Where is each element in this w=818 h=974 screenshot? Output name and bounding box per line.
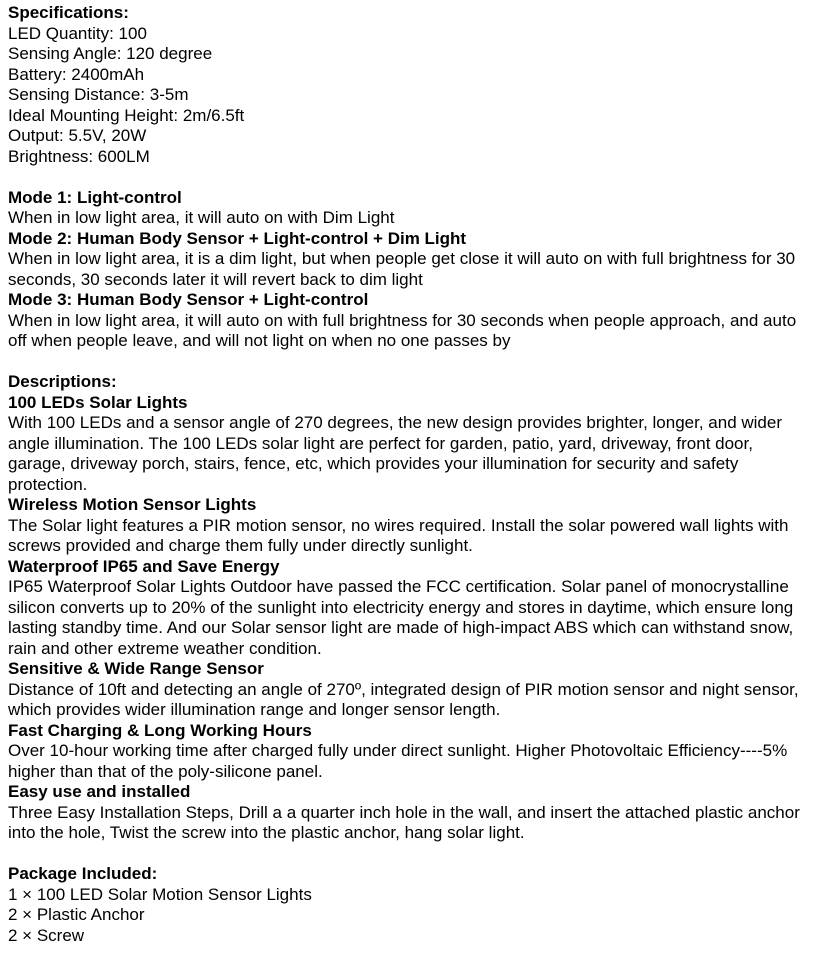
feature-sensor-range-body: Distance of 10ft and detecting an angle of 270º, integrated design of PIR motion sensor and night sensor, which provides wider illumination range and longer sensor length. <box>8 679 799 719</box>
mode-2-heading: Mode 2: Human Body Sensor + Light-control + Dim Light <box>8 228 467 248</box>
feature-easy-install-heading: Easy use and installed <box>8 782 191 801</box>
package-section <box>8 864 810 946</box>
feature-wireless-motion-heading: Wireless Motion Sensor Lights <box>8 495 257 514</box>
mode-3-body: When in low light area, it will auto on with full brightness for 30 seconds when people approach, and auto off when people leave, and will not light on when no one passes by <box>8 310 797 350</box>
package-item-screw: 2 × Screw <box>8 925 85 945</box>
package-item-lights: 1 × 100 LED Solar Motion Sensor Lights <box>8 884 312 904</box>
spacer-after-specifications <box>8 167 810 188</box>
spec-output: Output: 5.5V, 20W <box>8 126 147 145</box>
package-heading: Package Included: <box>8 864 158 883</box>
package-item-anchor: 2 × Plastic Anchor <box>8 905 145 924</box>
mode-1-heading: Mode 1: Light-control <box>8 187 182 207</box>
feature-100-leds-heading: 100 LEDs Solar Lights <box>8 392 188 412</box>
specifications-heading: Specifications: <box>8 3 129 22</box>
descriptions-section <box>8 372 810 844</box>
spacer-after-descriptions <box>8 844 810 865</box>
spec-brightness: Brightness: 600LM <box>8 146 150 166</box>
spec-battery: Battery: 2400mAh <box>8 64 145 84</box>
feature-waterproof-body: IP65 Waterproof Solar Lights Outdoor have passed the FCC certification. Solar panel of monocrystalline silicon converts up to 20% of the sunlight into electricity energy and stores in daytime, which ensure long lasting standby time. And our Solar sensor light are made of high-impact ABS which can withstand snow, rain and other extreme weather condition. <box>8 577 794 658</box>
mode-1-body: When in low light area, it will auto on with Dim Light <box>8 208 395 227</box>
feature-100-leds-body: With 100 LEDs and a sensor angle of 270 degrees, the new design provides brighter, longer, and wider angle illumination. The 100 LEDs solar light are perfect for garden, patio, yard, driveway, front door, garage, driveway porch, stairs, fence, etc, which provides your illumination for security and safety protection. <box>8 413 782 494</box>
mode-2-body: When in low light area, it is a dim light, but when people get close it will auto on with full brightness for 30 seconds, 30 seconds later it will revert back to dim light <box>8 249 796 289</box>
spec-led-quantity: LED Quantity: 100 <box>8 23 147 43</box>
modes-section <box>8 188 810 352</box>
spec-sensing-angle: Sensing Angle: 120 degree <box>8 44 213 63</box>
mode-3-heading: Mode 3: Human Body Sensor + Light-control <box>8 290 369 309</box>
spacer-after-modes <box>8 352 810 373</box>
feature-wireless-motion-body: The Solar light features a PIR motion sensor, no wires required. Install the solar powered wall lights with screws provided and charge them fully under directly sunlight. <box>8 515 789 555</box>
feature-sensor-range-heading: Sensitive & Wide Range Sensor <box>8 659 264 678</box>
spec-sensing-distance: Sensing Distance: 3-5m <box>8 85 189 104</box>
feature-waterproof-heading: Waterproof IP65 and Save Energy <box>8 556 280 576</box>
feature-easy-install-body: Three Easy Installation Steps, Drill a a quarter inch hole in the wall, and insert the attached plastic anchor into the hole, Twist the screw into the plastic anchor, hang solar light. <box>8 802 800 842</box>
descriptions-heading: Descriptions: <box>8 372 117 391</box>
specifications-section <box>8 3 810 167</box>
feature-fast-charging-body: Over 10-hour working time after charged fully under direct sunlight. Higher Photovoltaic Efficiency----5% higher than that of the poly-silicone panel. <box>8 741 788 781</box>
spec-mounting-height: Ideal Mounting Height: 2m/6.5ft <box>8 105 245 125</box>
feature-fast-charging-heading: Fast Charging & Long Working Hours <box>8 720 312 740</box>
